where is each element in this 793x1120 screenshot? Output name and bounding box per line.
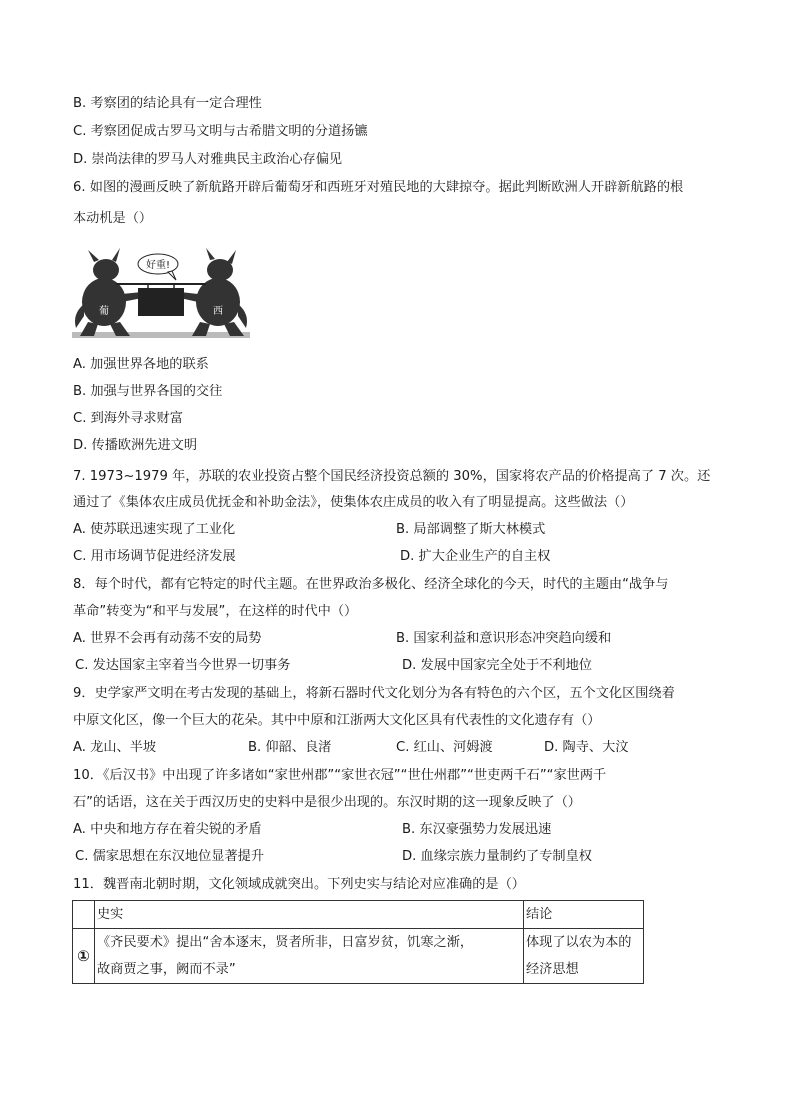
q6-option-b: B. 加强与世界各国的交往 (73, 384, 223, 399)
q8-option-c: C. 发达国家主宰着当今世界一切事务 (75, 658, 291, 673)
q11-stem: 11．魏晋南北朝时期，文化领域成就突出。下列史实与结论对应准确的是（） (73, 877, 525, 892)
cartoon-label-portugal: 葡 (99, 306, 109, 317)
row-fact (95, 929, 524, 984)
q11-table (72, 900, 644, 984)
q7-stem-line1: 7. 1973~1979 年，苏联的农业投资占整个国民经济投资总额的 30%，国家将农产品的价格提高了 7 次。还 (73, 469, 711, 484)
q8-stem-line1: 8．每个时代，都有它特定的时代主题。在世界政治多极化、经济全球化的今天，时代的主题由“战争与 (73, 577, 669, 592)
q9-option-a: A. 龙山、半坡 (73, 740, 157, 755)
q6-stem-line2: 本动机是（） (73, 211, 153, 226)
q9-option-d: D. 陶寺、大汶 (544, 740, 629, 755)
q6-option-d: D. 传播欧洲先进文明 (73, 438, 198, 453)
table-header-blank (73, 901, 95, 929)
q10-stem-line2: 石”的话语，这在关于西汉历史的史料中是很少出现的。东汉时期的这一现象反映了（） (73, 795, 581, 810)
q5-option-d: D. 崇尚法律的罗马人对雅典民主政治心存偏见 (73, 152, 343, 167)
cartoon-speech: 好重! (145, 260, 171, 271)
q10-stem-line1: 10．《后汉书》中出现了许多诸如“家世州郡”“家世衣冠”“世仕州郡”“世吏两千石”“家世两千 (73, 768, 607, 783)
row-conclusion-line1: 体现了以农为本的 (526, 935, 632, 950)
q7-option-d: D. 扩大企业生产的自主权 (400, 549, 551, 564)
q6-option-c: C. 到海外寻求财富 (73, 411, 183, 426)
row-fact-line2: 故商贾之事，阙而不录” (97, 962, 236, 977)
q10-option-d: D. 血缘宗族力量制约了专制皇权 (402, 849, 592, 864)
q8-option-a: A. 世界不会再有动荡不安的局势 (73, 631, 262, 646)
q10-option-b: B. 东汉豪强势力发展迅速 (402, 822, 552, 837)
q9-stem-line1: 9．史学家严文明在考古发现的基础上，将新石器时代文化划分为各有特色的六个区，五个文化区围绕着 (73, 686, 675, 701)
table-header-fact: 史实 (95, 901, 524, 929)
q6-option-a: A. 加强世界各地的联系 (73, 357, 209, 372)
q5-option-b: B. 考察团的结论具有一定合理性 (73, 96, 262, 111)
row-number: ① (73, 929, 95, 984)
q8-option-b: B. 国家利益和意识形态冲突趋向缓和 (396, 631, 612, 646)
q9-option-b: B. 仰韶、良渚 (248, 740, 332, 755)
q7-option-a: A. 使苏联迅速实现了工业化 (73, 522, 236, 537)
q8-stem-line2: 革命”转变为“和平与发展”，在这样的时代中（） (73, 604, 358, 619)
q9-option-c: C. 红山、河姆渡 (396, 740, 493, 755)
q5-option-c: C. 考察团促成古罗马文明与古希腊文明的分道扬镳 (73, 124, 368, 139)
left-figure (75, 248, 142, 336)
row-conclusion (524, 929, 644, 984)
q9-stem-line2: 中原文化区，像一个巨大的花朵。其中中原和江浙两大文化区具有代表性的文化遗存有（） (73, 713, 601, 728)
q11-table-header (73, 901, 644, 929)
q10-option-a: A. 中央和地方存在着尖锐的矛盾 (73, 822, 262, 837)
treasure-sack (138, 288, 184, 316)
right-figure (180, 248, 247, 336)
q8-option-d: D. 发展中国家完全处于不利地位 (402, 658, 592, 673)
row-fact-line1: 《齐民要术》提出“舍本逐末，贤者所非，日富岁贫，饥寒之渐， (97, 935, 474, 950)
row-conclusion-line2: 经济思想 (526, 962, 579, 977)
q7-option-b: B. 局部调整了斯大林模式 (396, 522, 546, 537)
q6-stem-line1: 6. 如图的漫画反映了新航路开辟后葡萄牙和西班牙对殖民地的大肆掠夺。据此判断欧洲人开辟新航路的根 (73, 180, 684, 195)
q7-stem-line2: 通过了《集体农庄成员优抚金和补助金法》，使集体农庄成员的收入有了明显提高。这些做法（） (73, 495, 634, 510)
table-header-conclusion: 结论 (524, 901, 644, 929)
cartoon-image (72, 244, 250, 344)
table-row (73, 929, 644, 984)
q10-option-c: C. 儒家思想在东汉地位显著提升 (75, 849, 265, 864)
cartoon-label-spain: 西 (213, 306, 223, 317)
q7-option-c: C. 用市场调节促进经济发展 (73, 549, 236, 564)
